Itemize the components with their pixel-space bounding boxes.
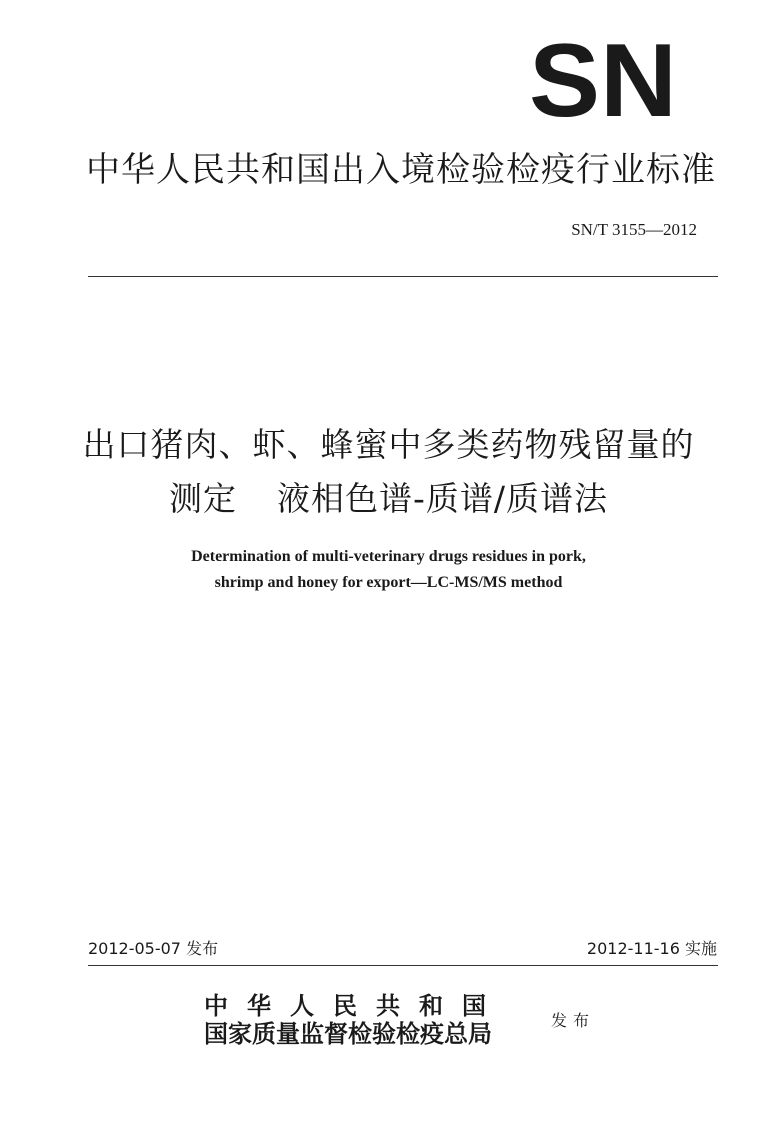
publisher-line1: 中华人民共和国 bbox=[204, 991, 505, 1020]
top-divider bbox=[88, 276, 718, 277]
english-title-line2: shrimp and honey for export—LC-MS/MS method bbox=[214, 574, 563, 591]
publish-label: 发布 bbox=[551, 1011, 596, 1030]
publisher-line2: 国家质量监督检验检疫总局 bbox=[204, 1019, 492, 1048]
english-title-line1: Determination of multi-veterinary drugs residues in pork, bbox=[191, 548, 586, 565]
implementation-date: 2012-11-16 实施 bbox=[586, 939, 717, 958]
chinese-title-line2-part2: 液相色谱-质谱/质谱法 bbox=[276, 479, 609, 518]
issue-date: 2012-05-07 发布 bbox=[88, 939, 219, 958]
chinese-title-line2-part1: 测定 bbox=[168, 479, 237, 518]
bottom-divider bbox=[88, 965, 718, 966]
chinese-title-line2 bbox=[0, 478, 777, 520]
standard-number: SN/T 3155—2012 bbox=[571, 220, 697, 239]
issuing-body-title: 中华人民共和国出入境检验检疫行业标准 bbox=[86, 150, 716, 190]
sn-logo bbox=[528, 40, 678, 120]
chinese-title-line1: 出口猪肉、虾、蜂蜜中多类药物残留量的 bbox=[82, 425, 695, 464]
sn-logo-text: SN bbox=[529, 40, 677, 120]
